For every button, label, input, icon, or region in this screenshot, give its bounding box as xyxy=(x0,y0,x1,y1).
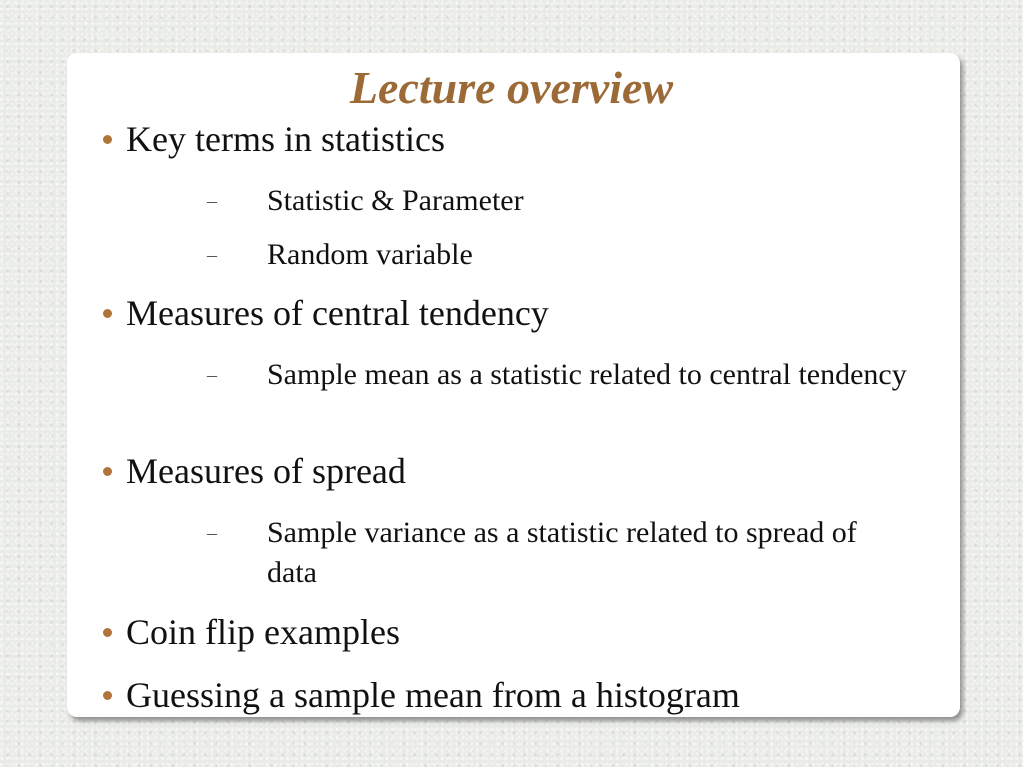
sub-item xyxy=(207,355,907,395)
bullet-text: Guessing a sample mean from a histogram xyxy=(126,675,740,715)
bullet-dot-icon xyxy=(103,309,112,318)
bullet-item xyxy=(103,118,445,160)
sub-item-text: Sample variance as a statistic related to spread of data xyxy=(267,516,857,589)
slide-title: Lecture overview xyxy=(349,62,674,113)
bullet-text: Key terms in statistics xyxy=(126,119,445,159)
bullet-item xyxy=(103,292,549,334)
bullet-text: Measures of central tendency xyxy=(126,293,549,333)
bullet-item xyxy=(103,674,740,716)
bullet-text: Coin flip examples xyxy=(126,612,400,652)
sub-item-text: Sample mean as a statistic related to central tendency xyxy=(267,358,907,391)
bullet-dot-icon xyxy=(103,467,112,476)
bullet-dot-icon xyxy=(103,628,112,637)
bullet-item xyxy=(103,450,406,492)
sub-item xyxy=(207,513,907,593)
dash-icon: – xyxy=(207,244,217,266)
sub-item xyxy=(207,181,907,221)
dash-icon: – xyxy=(207,522,217,544)
dash-icon: – xyxy=(207,190,217,212)
bullet-dot-icon xyxy=(103,135,112,144)
bullet-item xyxy=(103,611,400,653)
sub-item xyxy=(207,235,907,275)
dash-icon: – xyxy=(207,364,217,386)
bullet-text: Measures of spread xyxy=(126,451,406,491)
bullet-dot-icon xyxy=(103,691,112,700)
sub-item-text: Random variable xyxy=(267,238,473,271)
sub-item-text: Statistic & Parameter xyxy=(267,184,524,217)
